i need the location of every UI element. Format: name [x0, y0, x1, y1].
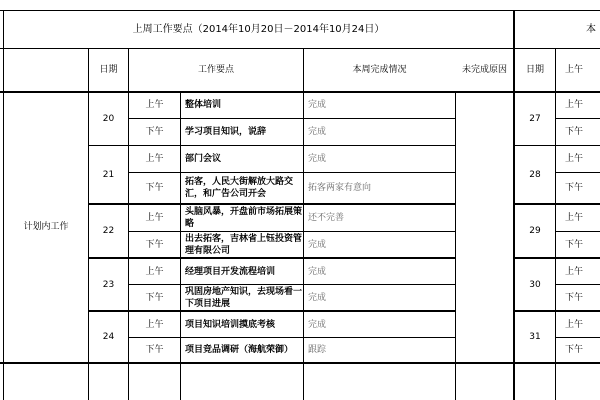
- grid-line: [0, 362, 600, 364]
- period-label: 上午: [145, 319, 164, 330]
- status-text: 拓客两家有意向: [308, 183, 372, 193]
- period-label: 下午: [145, 292, 164, 303]
- column-header-completion: 本周完成情况: [352, 65, 407, 75]
- day-date: 21: [102, 169, 115, 180]
- right-period-label: 上午: [565, 154, 584, 164]
- task-text: 学习项目知识，说辞: [185, 127, 267, 137]
- this-week-title: 本: [586, 23, 596, 35]
- period-label: 上午: [145, 266, 164, 277]
- status-text: 完成: [308, 127, 327, 137]
- column-header-work-points: 工作要点: [197, 65, 234, 75]
- right-day-date: 28: [529, 169, 541, 180]
- period-label: 下午: [145, 127, 164, 137]
- period-label: 上午: [145, 100, 164, 110]
- status-text: 完成: [308, 292, 327, 303]
- task-text: 整体培训: [185, 100, 222, 110]
- grid-line: [455, 91, 456, 400]
- status-text: 完成: [308, 239, 327, 250]
- period-label: 下午: [145, 183, 164, 193]
- right-period-label: 上午: [565, 319, 584, 330]
- status-text: 完成: [308, 154, 327, 164]
- last-week-title: 上周工作要点（2014年10月20日－2014年10月24日）: [132, 23, 385, 35]
- grid-line: [555, 48, 556, 400]
- column-header-reason: 未完成原因: [461, 65, 507, 75]
- right-period-label: 上午: [565, 266, 584, 277]
- period-label: 下午: [145, 345, 164, 355]
- right-day-date: 29: [529, 226, 541, 236]
- task-text: 头脑风暴，开盘前市场拓展策略: [185, 207, 303, 229]
- right-period-label: 下午: [565, 292, 584, 303]
- day-date: 24: [102, 332, 115, 342]
- day-date: 20: [102, 113, 115, 124]
- task-text: 经理项目开发流程培训: [185, 266, 276, 277]
- period-label: 上午: [145, 154, 164, 164]
- section-label: 计划内工作: [23, 222, 69, 232]
- right-period-label: 上午: [565, 100, 584, 110]
- column-header-date: 日期: [99, 65, 118, 75]
- period-label: 上午: [145, 213, 164, 223]
- right-day-date: 30: [529, 279, 541, 290]
- task-text: 巩固房地产知识，去现场看一下项目进展: [185, 286, 303, 309]
- right-period-label: 下午: [565, 183, 584, 193]
- right-period-label: 下午: [565, 239, 584, 250]
- column-header-am-right: 上午: [565, 65, 584, 75]
- status-text: 还不完善: [308, 213, 345, 223]
- task-text: 项目竞品调研（海航荣御）: [185, 345, 294, 355]
- task-text: 出去拓客，吉林省上钰投资管理有限公司: [185, 233, 303, 256]
- right-day-date: 31: [529, 332, 541, 342]
- column-header-date-right: 日期: [525, 65, 544, 75]
- right-day-date: 27: [529, 113, 541, 124]
- right-period-label: 下午: [565, 127, 584, 137]
- status-text: 完成: [308, 266, 327, 277]
- task-text: 拓客，人民大街解放大路交汇，和广告公司开会: [185, 177, 294, 199]
- right-period-label: 下午: [565, 345, 584, 355]
- period-label: 下午: [145, 239, 164, 250]
- status-text: 跟踪: [308, 345, 327, 355]
- status-text: 完成: [308, 319, 327, 330]
- day-date: 22: [102, 226, 115, 236]
- task-text: 部门会议: [185, 154, 222, 164]
- day-date: 23: [102, 279, 115, 290]
- right-period-label: 上午: [565, 213, 584, 223]
- status-text: 完成: [308, 100, 327, 110]
- task-text: 项目知识培训摸底考核: [185, 319, 276, 330]
